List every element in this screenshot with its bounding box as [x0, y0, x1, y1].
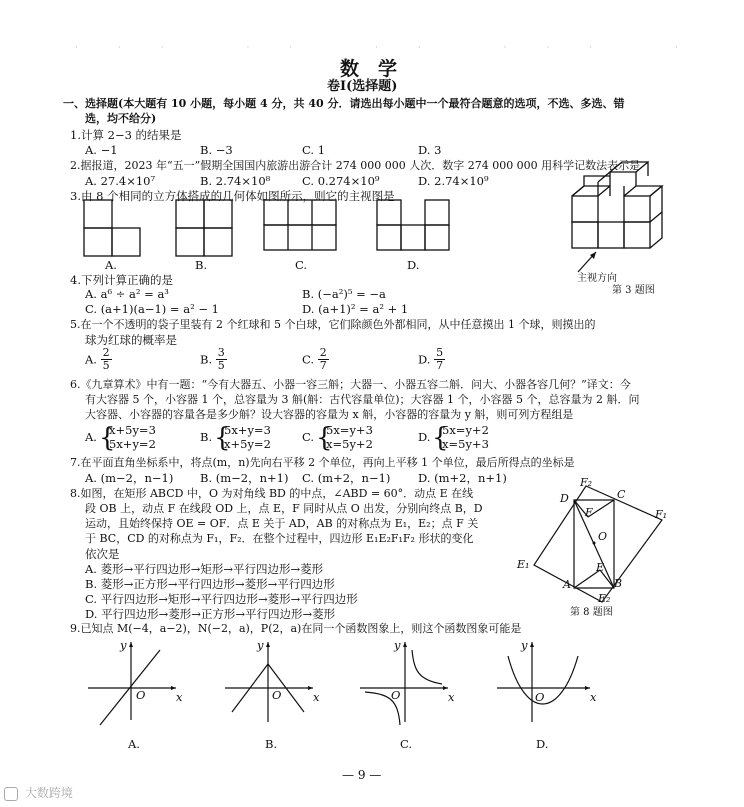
q6-option-a-eq2: 5x+y=2	[109, 437, 156, 451]
subject-title: 数 学	[340, 58, 398, 80]
q9-c-axis-y: y	[394, 638, 401, 652]
q3-option-c: C.	[295, 258, 308, 272]
q8-stem-line-2: 段 OB 上，动点 F 在线段 OD 上，点 E，F 同时从点 O 出发，分别向终点 B，D	[85, 502, 483, 515]
q2-option-a: A. 27.4×10⁷	[85, 174, 156, 188]
q8-label-e2: E₂	[598, 592, 611, 605]
q6-option-b-eq1: 5x+y=3	[224, 423, 271, 437]
q5-option-a-fraction: $\frac{2}{5}$	[102, 346, 110, 372]
q6-option-c-label: C.	[302, 430, 315, 444]
q3-direction-label: 主视方向	[577, 273, 617, 284]
page-number: — 9 —	[342, 768, 382, 782]
q9-b-axis-x: x	[313, 690, 320, 704]
q9-b-origin: O	[272, 688, 282, 702]
q6-stem-line-3: 大容器、小容器的容量各是多少斛？设大容器的容量为 x 斛，小容器的容量为 y 斛，则可列方程组是	[85, 408, 574, 421]
q8-option-b: B. 菱形→正方形→平行四边形→菱形→平行四边形	[85, 577, 335, 591]
q9-option-a: A.	[128, 737, 140, 751]
q8-label-e: E	[596, 561, 605, 574]
q5-option-d-label: D.	[418, 352, 431, 367]
q8-label-f: F	[585, 506, 593, 519]
q8-figure-caption: 第 8 题图	[570, 607, 613, 618]
q4-option-b: B. (−a²)⁵ = −a	[302, 287, 386, 301]
q8-label-o: O	[598, 530, 608, 543]
q1-option-c: C. 1	[302, 143, 326, 157]
watermark	[4, 786, 73, 801]
watermark-icon	[4, 787, 18, 801]
q6-option-b-label: B.	[200, 430, 213, 444]
q3-stem: 3.由 8 个相同的立方体搭成的几何体如图所示，则它的主视图是	[70, 189, 395, 203]
q9-d-axis-y: y	[521, 638, 528, 652]
q3-figure-caption: 第 3 题图	[612, 285, 655, 296]
q9-a-axis-x: x	[176, 690, 183, 704]
q8-stem-line-1: 8.如图，在矩形 ABCD 中，O 为对角线 BD 的中点，∠ABD = 60°．动点 E 在线	[70, 487, 474, 500]
q9-stem: 9.已知点 M(−4，a−2)，N(−2，a)，P(2，a)在同一个函数图象上，则这个函数图象可能是	[70, 622, 522, 635]
q5-option-b-fraction: $\frac{3}{5}$	[217, 346, 225, 372]
q5-option-c-fraction: $\frac{2}{7}$	[319, 346, 327, 372]
q7-stem: 7.在平面直角坐标系中，将点(m，n)先向右平移 2 个单位，再向上平移 1 个单位，最后所得点的坐标是	[70, 456, 575, 469]
q9-c-origin: O	[391, 688, 401, 702]
q4-option-c: C. (a+1)(a−1) = a² − 1	[85, 302, 219, 316]
q9-option-c: C.	[400, 737, 413, 751]
q6-option-d-eq2: x=5y+3	[442, 437, 489, 451]
q8-option-c: C. 平行四边形→矩形→平行四边形→菱形→平行四边形	[85, 592, 358, 606]
q6-option-c-eq1: 5x=y+3	[326, 423, 373, 437]
q3-option-a: A.	[105, 258, 117, 272]
q5-option-d-fraction: $\frac{5}{7}$	[436, 346, 444, 372]
q6-option-d-label: D.	[418, 430, 431, 444]
q9-c-axis-x: x	[448, 690, 455, 704]
q8-label-d: D	[560, 492, 569, 505]
q8-option-d: D. 平行四边形→菱形→正方形→平行四边形→菱形	[85, 607, 336, 621]
q7-option-d: D. (m+2，n+1)	[418, 471, 507, 485]
q6-stem-line-1: 6.《九章算术》中有一题：“今有大器五、小器一容三斛；大器一、小器五容二斛．问大、小器各容几何？”译文：今	[70, 378, 631, 391]
q9-option-b: B.	[265, 737, 278, 751]
q8-label-f2: F₂	[580, 476, 593, 489]
instructions-line-1: 一、选择题(本大题有 10 小题，每小题 4 分，共 40 分．请选出每小题中一个最符合题意的选项，不选、多选、错	[63, 97, 625, 110]
q5-stem-line-1: 5.在一个不透明的袋子里装有 2 个红球和 5 个白球，它们除颜色外都相同，从中任意摸出 1 个球，则摸出的	[70, 318, 596, 331]
q6-option-c-eq2: x=5y+2	[326, 437, 373, 451]
q4-stem: 4.下列计算正确的是	[70, 273, 173, 287]
q8-label-a: A	[563, 578, 571, 591]
q8-label-b: B	[614, 577, 623, 590]
q4-option-a: A. a⁶ ÷ a² = a³	[85, 287, 169, 301]
watermark-text: 大数跨境	[24, 786, 73, 800]
q4-option-d: D. (a+1)² = a² + 1	[302, 302, 409, 316]
q8-stem-line-3: 运动，且始终保持 OE = OF．点 E 关于 AD，AB 的对称点为 E₁，E₂；点 F 关	[85, 517, 479, 530]
q5-option-a-label: A.	[85, 352, 97, 367]
q6-option-a-label: A.	[85, 430, 97, 444]
q9-option-d: D.	[536, 737, 549, 751]
header-top-strip: ··· ·· ·· ··· ·	[75, 43, 718, 53]
q2-stem: 2.据报道，2023 年“五一”假期全国国内旅游出游合计 274 000 000 人次．数字 274 000 000 用科学记数法表示是	[70, 159, 641, 172]
q5-stem-line-2: 球为红球的概率是	[85, 333, 177, 347]
q9-a-origin: O	[136, 688, 146, 702]
q7-option-c: C. (m+2，n−1)	[302, 471, 391, 485]
q9-d-axis-x: x	[590, 690, 597, 704]
q3-option-d: D.	[407, 258, 420, 272]
q8-option-a: A. 菱形→平行四边形→矩形→平行四边形→菱形	[85, 562, 324, 576]
q7-option-a: A. (m−2，n−1)	[85, 471, 174, 485]
q5-option-c-label: C.	[302, 352, 315, 367]
q2-option-c: C. 0.274×10⁹	[302, 174, 380, 188]
q6-option-a-eq1: x+5y=3	[109, 423, 156, 437]
q1-stem: 1.计算 2−3 的结果是	[70, 128, 182, 142]
section-title: 卷Ⅰ(选择题)	[327, 79, 398, 94]
q8-stem-line-5: 依次是	[85, 547, 120, 561]
q1-option-d: D. 3	[418, 143, 442, 157]
q2-option-b: B. 2.74×10⁸	[200, 174, 271, 188]
instructions-line-2: 选，均不给分)	[85, 112, 157, 125]
q6-option-d-eq1: 5x=y+2	[442, 423, 489, 437]
q8-stem-line-4: 于 BC，CD 的对称点为 F₁，F₂．在整个过程中，四边形 E₁E₂F₁F₂ 形状的变化	[85, 532, 474, 545]
q7-option-b: B. (m−2，n+1)	[200, 471, 289, 485]
q5-option-b-label: B.	[200, 352, 213, 367]
q9-d-origin: O	[535, 690, 545, 704]
q8-label-f1: F₁	[655, 508, 668, 521]
q6-option-b-eq2: x+5y=2	[224, 437, 271, 451]
q6-stem-line-2: 有大容器 5 个，小容器 1 个，总容量为 3 斛(斛：古代容量单位)；大容器 1 个，小容器 5 个，总容量为 2 斛．问	[85, 393, 640, 406]
q8-label-e1: E₁	[517, 558, 530, 571]
q9-a-axis-y: y	[120, 638, 127, 652]
q8-label-c: C	[617, 488, 626, 501]
q3-option-b: B.	[195, 258, 208, 272]
q1-option-b: B. −3	[200, 143, 233, 157]
q1-option-a: A. −1	[85, 143, 118, 157]
q2-option-d: D. 2.74×10⁹	[418, 174, 489, 188]
q9-b-axis-y: y	[257, 638, 264, 652]
